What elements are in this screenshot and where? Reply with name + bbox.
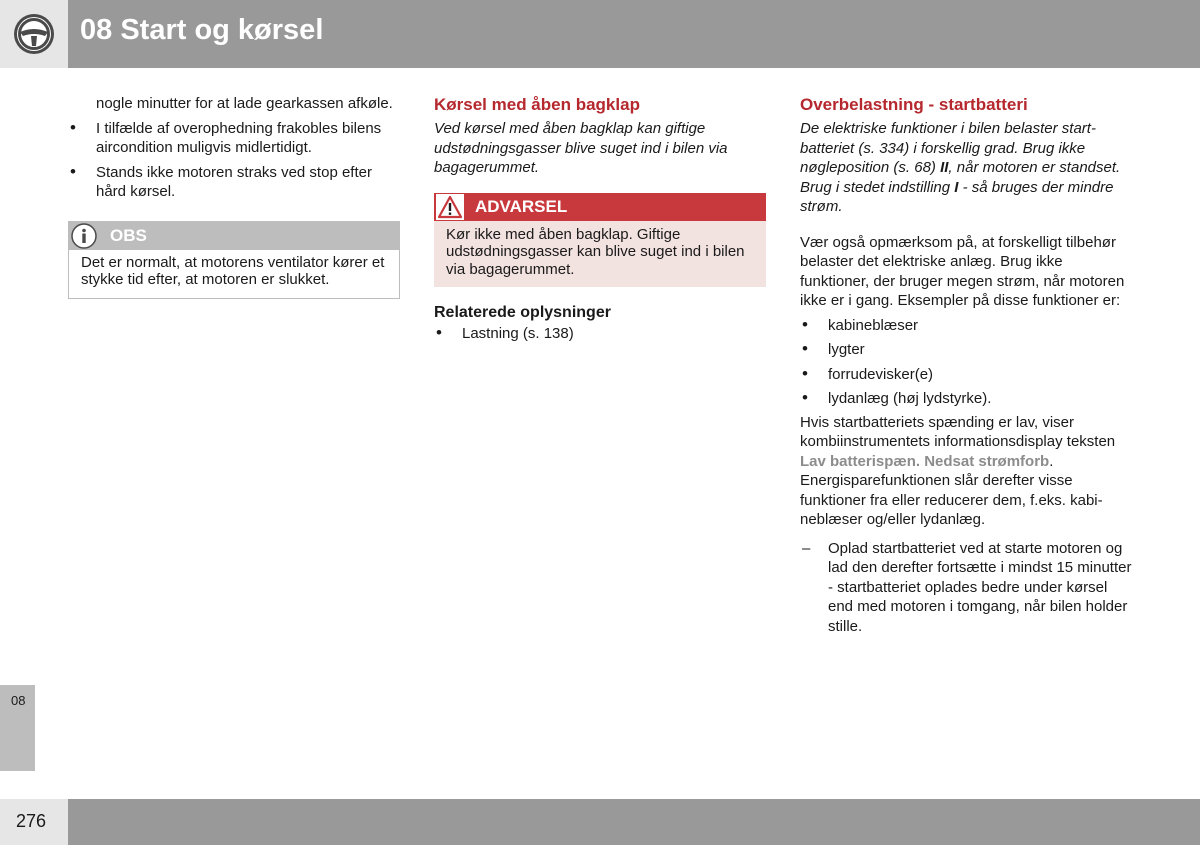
list-item: • Stands ikke motoren straks ved stop efter hård kørsel. bbox=[68, 163, 400, 202]
warning-header bbox=[434, 193, 766, 221]
page-number: 276 bbox=[16, 811, 47, 831]
paragraph bbox=[800, 413, 1132, 530]
section-heading: Overbelastning - startbatteri bbox=[800, 95, 1028, 114]
intro-text: - så bruges der mindre strøm. bbox=[800, 178, 1114, 215]
function-list bbox=[800, 316, 1132, 409]
header-icon-box bbox=[0, 0, 68, 68]
display-message: Lav batterispæn. Nedsat strømforb bbox=[800, 452, 1050, 470]
footer-page-box bbox=[0, 799, 68, 845]
paragraph-text: . Energisparefunktionen slår derefter visse funktioner fra eller reducerer dem, f.eks. kabineblæser og/eller lydanlæg. bbox=[800, 452, 1103, 528]
intro-text: , når motoren er standset. Brug i stedet indstilling bbox=[800, 159, 1121, 196]
obs-note-box bbox=[68, 221, 400, 299]
obs-label: OBS bbox=[110, 225, 147, 245]
header-bar bbox=[68, 0, 1200, 68]
list-item: • lydanlæg (høj lydstyrke). bbox=[800, 389, 1132, 409]
section-intro bbox=[800, 119, 1132, 217]
list-item: • I tilfælde af overophedning frakobles bilens aircondition muligvis midlertidigt. bbox=[68, 119, 400, 158]
instruction-step: – Oplad startbatteriet ved at starte motoren og lad den derefter fortsætte i mindst 15 minutter - startbatteriet oplades bedre under kørsel end med motoren i tomgang, når bilen holder stille. bbox=[800, 539, 1132, 637]
continued-text: nogle minutter for at lade gearkassen afkøle. bbox=[96, 95, 393, 112]
section-heading: Kørsel med åben bagklap bbox=[434, 95, 640, 114]
related-heading: Relaterede oplysninger bbox=[434, 304, 611, 321]
related-link[interactable]: • Lastning (s. 138) bbox=[434, 324, 766, 344]
paragraph: Vær også opmærksom på, at forskelligt tilbehør belaster det elektriske anlæg. Brug ikke funktioner, der bruger megen strøm, når motoren ikke er i gang. Eksempler på disse funktioner er: bbox=[800, 233, 1125, 309]
column-1 bbox=[68, 94, 400, 299]
column-3 bbox=[800, 94, 1132, 636]
paragraph-text: Hvis startbatteriets spænding er lav, viser kombiinstrumentets informationsdisplay teksten bbox=[800, 413, 1116, 450]
warning-triangle-icon bbox=[436, 194, 464, 220]
info-icon bbox=[71, 223, 97, 249]
key-position-II: II bbox=[940, 159, 949, 176]
chapter-tab bbox=[0, 685, 35, 771]
list-item: • forrudevisker(e) bbox=[800, 365, 1132, 385]
warning-icon-wrap bbox=[436, 194, 464, 220]
warning-box bbox=[434, 193, 766, 288]
related-info bbox=[434, 303, 766, 344]
warning-label: ADVARSEL bbox=[475, 196, 568, 216]
column-2 bbox=[434, 94, 766, 344]
list-item: • lygter bbox=[800, 340, 1132, 360]
footer-bar bbox=[68, 799, 1200, 845]
steering-wheel-icon bbox=[12, 12, 56, 56]
chapter-tab-label: 08 bbox=[11, 693, 26, 708]
warning-text: Kør ikke med åben bagklap. Giftige udstødningsgasser kan blive suget ind i bilen via bagagerummet. bbox=[434, 221, 766, 288]
section-intro: Ved kørsel med åben bagklap kan giftige udstødningsgasser blive suget ind i bilen via bagagerummet. bbox=[434, 120, 728, 176]
intro-text: De elektriske funktioner i bilen belaster startbatteriet (s. 334) i forskellig grad. Brug ikke nøgleposition (s. 68) bbox=[800, 120, 1096, 176]
obs-note-header bbox=[69, 222, 399, 250]
page-title: 08 Start og kørsel bbox=[80, 14, 324, 46]
obs-note-text: Det er normalt, at motorens ventilator kører et stykke tid efter, at motoren er slukket. bbox=[81, 253, 385, 288]
key-position-I: I bbox=[954, 178, 959, 196]
list-item: • kabineblæser bbox=[800, 316, 1132, 336]
